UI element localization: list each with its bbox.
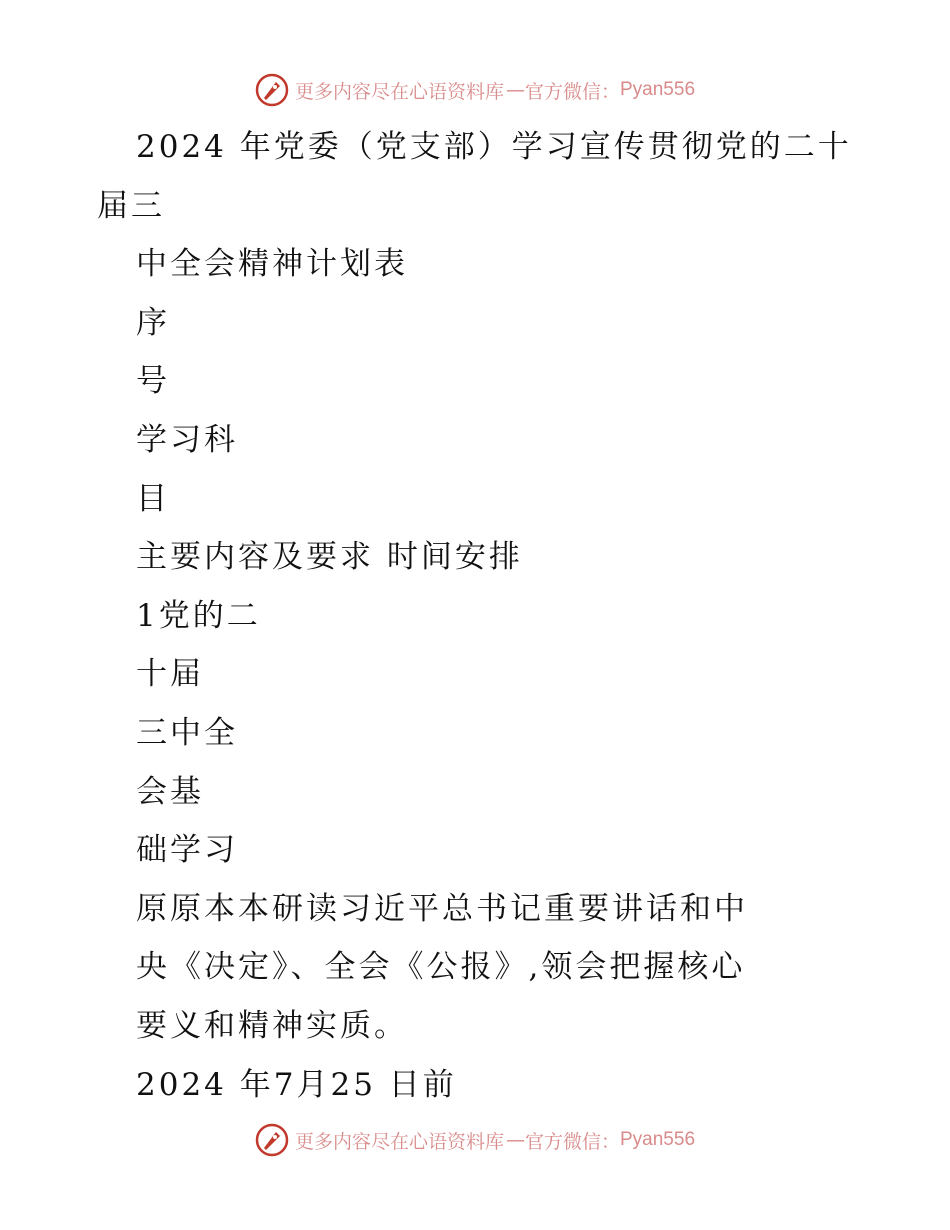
document-line: 学习科	[136, 421, 238, 458]
document-line: 1党的二	[136, 597, 261, 634]
document-line: 三中全	[136, 714, 238, 751]
document-line: 目	[136, 480, 170, 517]
watermark-header	[0, 70, 950, 110]
watermark-footer	[0, 1120, 950, 1160]
document-line: 央《决定》、全会《公报》,领会把握核心	[136, 949, 746, 986]
watermark-wechat-label: 官方微信：	[524, 80, 620, 103]
watermark-separator: —	[505, 1129, 523, 1151]
document-line: 主要内容及要求 时间安排	[136, 539, 523, 576]
document-line: 2024 年党委（党支部）学习宣传贯彻党的二十	[136, 129, 852, 165]
document-body	[0, 118, 950, 1114]
watermark-wechat-label: 官方微信：	[524, 1130, 620, 1153]
pen-nib-logo-icon	[255, 1123, 289, 1157]
document-line: 十届	[136, 656, 204, 693]
document-line: 号	[136, 363, 170, 400]
document-line: 会基	[136, 773, 204, 810]
watermark-handle: Pyan556	[620, 1129, 696, 1150]
document-line: 2024 年7月25 日前	[136, 1066, 457, 1103]
watermark-separator: —	[505, 79, 523, 101]
document-line: 原原本本研读习近平总书记重要讲话和中	[136, 890, 748, 927]
pen-nib-logo-icon	[255, 73, 289, 107]
document-line: 序	[136, 304, 170, 341]
watermark-text: 更多内容尽在心语资料库	[294, 80, 504, 103]
document-line: 础学习	[136, 832, 238, 869]
document-line: 要义和精神实质。	[136, 1007, 408, 1044]
document-line: 中全会精神计划表	[136, 246, 408, 283]
watermark-text: 更多内容尽在心语资料库	[294, 1130, 504, 1153]
watermark-handle: Pyan556	[620, 79, 696, 100]
document-line: 届三	[97, 187, 165, 224]
